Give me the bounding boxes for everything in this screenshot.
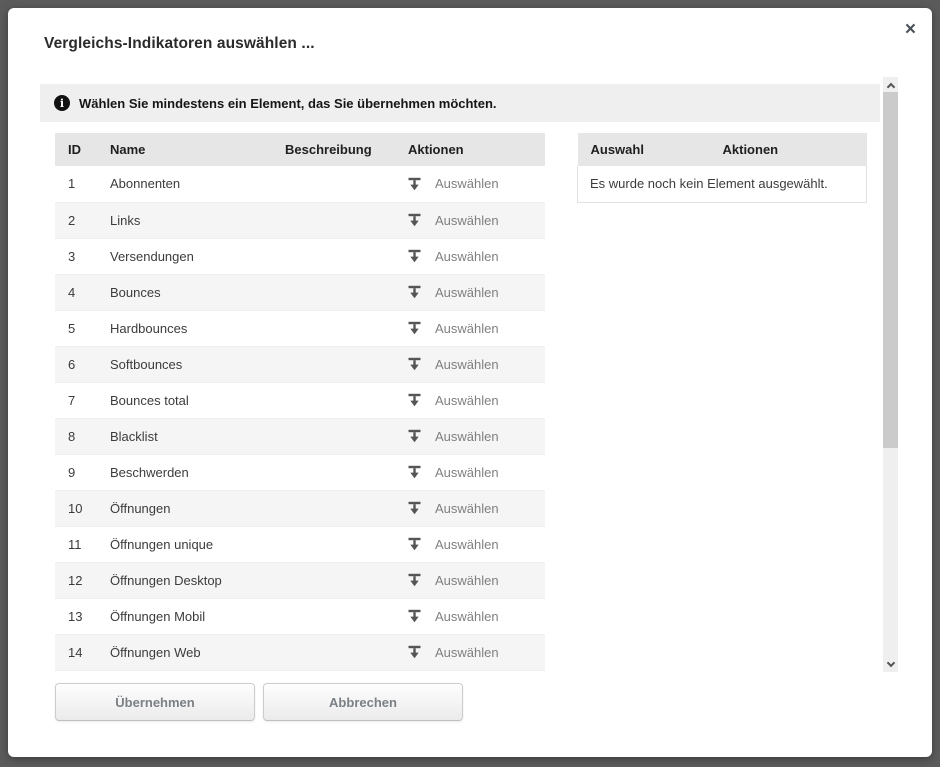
info-icon: i (54, 95, 70, 111)
select-link[interactable]: Auswählen (435, 536, 499, 552)
cancel-button[interactable]: Abbrechen (263, 683, 463, 721)
close-icon[interactable]: × (904, 19, 916, 40)
row-name: Versendungen (97, 238, 272, 274)
table-row (55, 238, 545, 274)
row-name: Öffnungen (97, 490, 272, 526)
insert-arrow-icon[interactable] (408, 645, 421, 659)
table-row (55, 418, 545, 454)
row-beschreibung (272, 418, 395, 454)
insert-arrow-icon[interactable] (408, 573, 421, 587)
scrollbar[interactable] (883, 77, 898, 672)
row-name: Bounces (97, 274, 272, 310)
row-name: Bounces total (97, 382, 272, 418)
scroll-down-button[interactable] (883, 657, 898, 672)
row-id: 9 (55, 454, 97, 490)
row-id: 3 (55, 238, 97, 274)
insert-arrow-icon[interactable] (408, 285, 421, 299)
row-name: Öffnungen Desktop (97, 562, 272, 598)
row-name: Öffnungen Mobil (97, 598, 272, 634)
chevron-up-icon (886, 82, 894, 90)
insert-arrow-icon[interactable] (408, 609, 421, 623)
tables-row (40, 133, 880, 671)
row-name: Öffnungen unique (97, 526, 272, 562)
col-header-auswahl: Auswahl (578, 133, 710, 166)
selection-table-header-row (578, 133, 867, 166)
row-beschreibung (272, 526, 395, 562)
row-id: 6 (55, 346, 97, 382)
row-name: Blacklist (97, 418, 272, 454)
row-id: 12 (55, 562, 97, 598)
dialog-footer (55, 683, 463, 721)
row-id: 1 (55, 166, 97, 202)
insert-arrow-icon[interactable] (408, 429, 421, 443)
row-beschreibung (272, 274, 395, 310)
table-row (55, 346, 545, 382)
table-row (55, 454, 545, 490)
insert-arrow-icon[interactable] (408, 357, 421, 371)
table-row (55, 382, 545, 418)
row-name: Hardbounces (97, 310, 272, 346)
insert-arrow-icon[interactable] (408, 249, 421, 263)
indicator-table-header-row (55, 133, 545, 166)
selection-empty-row (578, 166, 867, 202)
scroll-up-button[interactable] (883, 77, 898, 92)
insert-arrow-icon[interactable] (408, 393, 421, 407)
select-link[interactable]: Auswählen (435, 608, 499, 624)
table-row (55, 490, 545, 526)
row-id: 2 (55, 202, 97, 238)
row-beschreibung (272, 454, 395, 490)
row-beschreibung (272, 598, 395, 634)
select-indicators-dialog (8, 8, 932, 757)
select-link[interactable]: Auswählen (435, 392, 499, 408)
select-link[interactable]: Auswählen (435, 428, 499, 444)
row-id: 11 (55, 526, 97, 562)
row-id: 7 (55, 382, 97, 418)
row-beschreibung (272, 490, 395, 526)
col-header-beschreibung: Beschreibung (272, 133, 395, 166)
table-row (55, 598, 545, 634)
row-beschreibung (272, 562, 395, 598)
row-beschreibung (272, 202, 395, 238)
row-name: Öffnungen Web (97, 634, 272, 670)
select-link[interactable]: Auswählen (435, 572, 499, 588)
insert-arrow-icon[interactable] (408, 213, 421, 227)
row-id: 13 (55, 598, 97, 634)
dialog-scroll-area (40, 77, 898, 672)
chevron-down-icon (886, 658, 894, 666)
col-header-id: ID (55, 133, 97, 166)
select-link[interactable]: Auswählen (435, 320, 499, 336)
row-id: 8 (55, 418, 97, 454)
col-header-name: Name (97, 133, 272, 166)
insert-arrow-icon[interactable] (408, 501, 421, 515)
row-beschreibung (272, 382, 395, 418)
select-link[interactable]: Auswählen (435, 284, 499, 300)
info-message: Wählen Sie mindestens ein Element, das Sie übernehmen möchten. (79, 95, 497, 111)
apply-button[interactable]: Übernehmen (55, 683, 255, 721)
row-name: Abonnenten (97, 166, 272, 202)
table-row (55, 202, 545, 238)
indicator-table (55, 133, 545, 671)
row-id: 4 (55, 274, 97, 310)
col-header-sel-aktionen: Aktionen (710, 133, 867, 166)
row-id: 10 (55, 490, 97, 526)
table-row (55, 562, 545, 598)
select-link[interactable]: Auswählen (435, 356, 499, 372)
row-beschreibung (272, 166, 395, 202)
table-row (55, 634, 545, 670)
scrollbar-thumb[interactable] (883, 92, 898, 448)
info-banner (40, 84, 880, 122)
table-row (55, 526, 545, 562)
select-link[interactable]: Auswählen (435, 500, 499, 516)
row-id: 14 (55, 634, 97, 670)
table-row (55, 274, 545, 310)
row-id: 5 (55, 310, 97, 346)
select-link[interactable]: Auswählen (435, 176, 499, 192)
row-beschreibung (272, 310, 395, 346)
select-link[interactable]: Auswählen (435, 212, 499, 228)
scroll-content (40, 84, 880, 671)
selection-empty-message: Es wurde noch kein Element ausgewählt. (578, 166, 867, 202)
row-name: Beschwerden (97, 454, 272, 490)
insert-arrow-icon[interactable] (408, 465, 421, 479)
select-link[interactable]: Auswählen (435, 248, 499, 264)
page-title: Vergleichs-Indikatoren auswählen ... (44, 35, 315, 52)
row-name: Links (97, 202, 272, 238)
insert-arrow-icon[interactable] (408, 321, 421, 335)
insert-arrow-icon[interactable] (408, 537, 421, 551)
table-row (55, 166, 545, 202)
select-link[interactable]: Auswählen (435, 464, 499, 480)
row-beschreibung (272, 346, 395, 382)
row-name: Softbounces (97, 346, 272, 382)
table-row (55, 310, 545, 346)
col-header-aktionen: Aktionen (395, 133, 545, 166)
insert-arrow-icon[interactable] (408, 177, 421, 191)
select-link[interactable]: Auswählen (435, 644, 499, 660)
selection-table (577, 133, 867, 203)
row-beschreibung (272, 634, 395, 670)
row-beschreibung (272, 238, 395, 274)
